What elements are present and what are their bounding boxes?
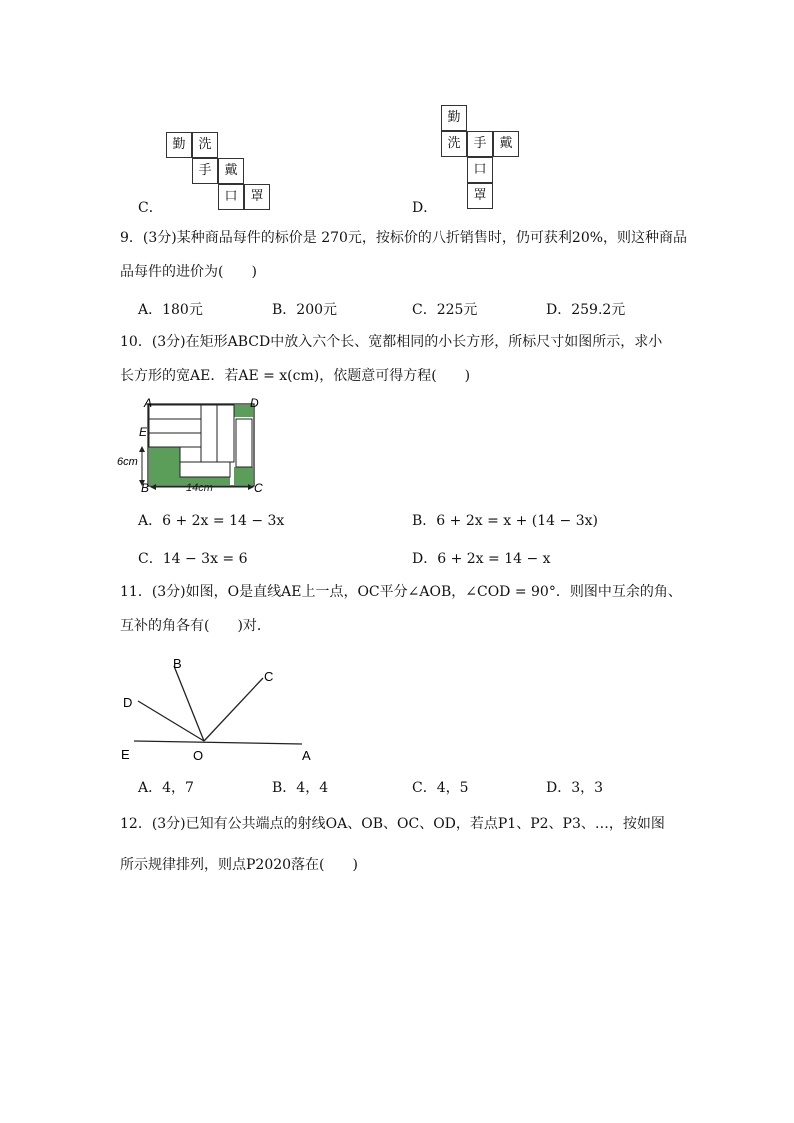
net-d-cell: 戴: [493, 131, 519, 157]
q12-stem-line1: 12．(3分)已知有公共端点的射线OA、OB、OC、OD，若点P1、P2、P3、…，按如图: [120, 816, 665, 832]
q9-option-d[interactable]: D．259.2元: [546, 302, 626, 318]
label-o: O: [193, 748, 204, 763]
q9-option-b[interactable]: B．200元: [272, 302, 338, 318]
label-e: E: [139, 425, 148, 439]
q10-figure: [112, 392, 282, 498]
label-d: D: [123, 695, 133, 710]
q10-option-d[interactable]: D．6 + 2x = 14 − x: [412, 551, 551, 567]
label-a: A: [302, 748, 311, 763]
net-c-cell: 手: [192, 158, 218, 184]
label-width: 14cm: [186, 482, 213, 494]
label-d: D: [250, 396, 259, 410]
label-e: E: [121, 747, 130, 762]
net-d-cell: 罩: [467, 183, 493, 209]
q10-option-a[interactable]: A．6 + 2x = 14 − 3x: [138, 513, 285, 529]
label-c: C: [264, 669, 274, 684]
label-height: 6cm: [117, 456, 138, 468]
q10-option-c[interactable]: C．14 − 3x = 6: [138, 551, 248, 567]
net-d-cell: 手: [467, 131, 493, 157]
q9-option-a[interactable]: A．180元: [138, 302, 203, 318]
net-c-cell: 口: [218, 184, 244, 210]
label-b: B: [173, 656, 182, 671]
q10-stem-line1: 10．(3分)在矩形ABCD中放入六个长、宽都相同的小长方形，所标尺寸如图所示，求小: [120, 334, 663, 350]
q12-stem-line2: 所示规律排列，则点P2020落在( ): [120, 857, 358, 873]
label-a: A: [144, 396, 153, 410]
q9-option-c[interactable]: C．225元: [412, 302, 478, 318]
q10-stem-line2: 长方形的宽AE．若AE = x(cm)，依题意可得方程( ): [120, 368, 471, 384]
q9-stem-line2: 品每件的进价为( ): [120, 264, 257, 280]
q11-stem-line1: 11．(3分)如图，O是直线AE上一点，OC平分∠AOB，∠COD = 90°．则图中互余的角、: [120, 584, 682, 600]
q11-option-c[interactable]: C．4，5: [412, 780, 469, 796]
net-c-cell: 戴: [218, 158, 244, 184]
q11-stem-line2: 互补的角各有( )对．: [120, 618, 271, 634]
q11-option-a[interactable]: A．4，7: [138, 780, 194, 796]
net-d-cell: 口: [467, 157, 493, 183]
q9-stem-line1: 9．(3分)某种商品每件的标价是 270元，按标价的八折销售时，仍可获利20%，则这种商品: [120, 230, 688, 246]
label-b: B: [141, 481, 150, 495]
q11-option-b[interactable]: B．4，4: [272, 780, 329, 796]
net-d-cell: 洗: [441, 131, 467, 157]
q10-option-b[interactable]: B．6 + 2x = x + (14 − 3x): [412, 513, 598, 529]
option-d-label: D．: [412, 200, 438, 216]
net-c-cell: 罩: [244, 184, 270, 210]
net-c-cell: 勤: [166, 132, 192, 158]
label-c: C: [254, 481, 263, 495]
net-c-cell: 洗: [192, 132, 218, 158]
q11-option-d[interactable]: D．3，3: [546, 780, 604, 796]
q11-figure: [116, 652, 326, 768]
option-c-label: C．: [138, 200, 163, 216]
net-d-cell: 勤: [441, 105, 467, 131]
